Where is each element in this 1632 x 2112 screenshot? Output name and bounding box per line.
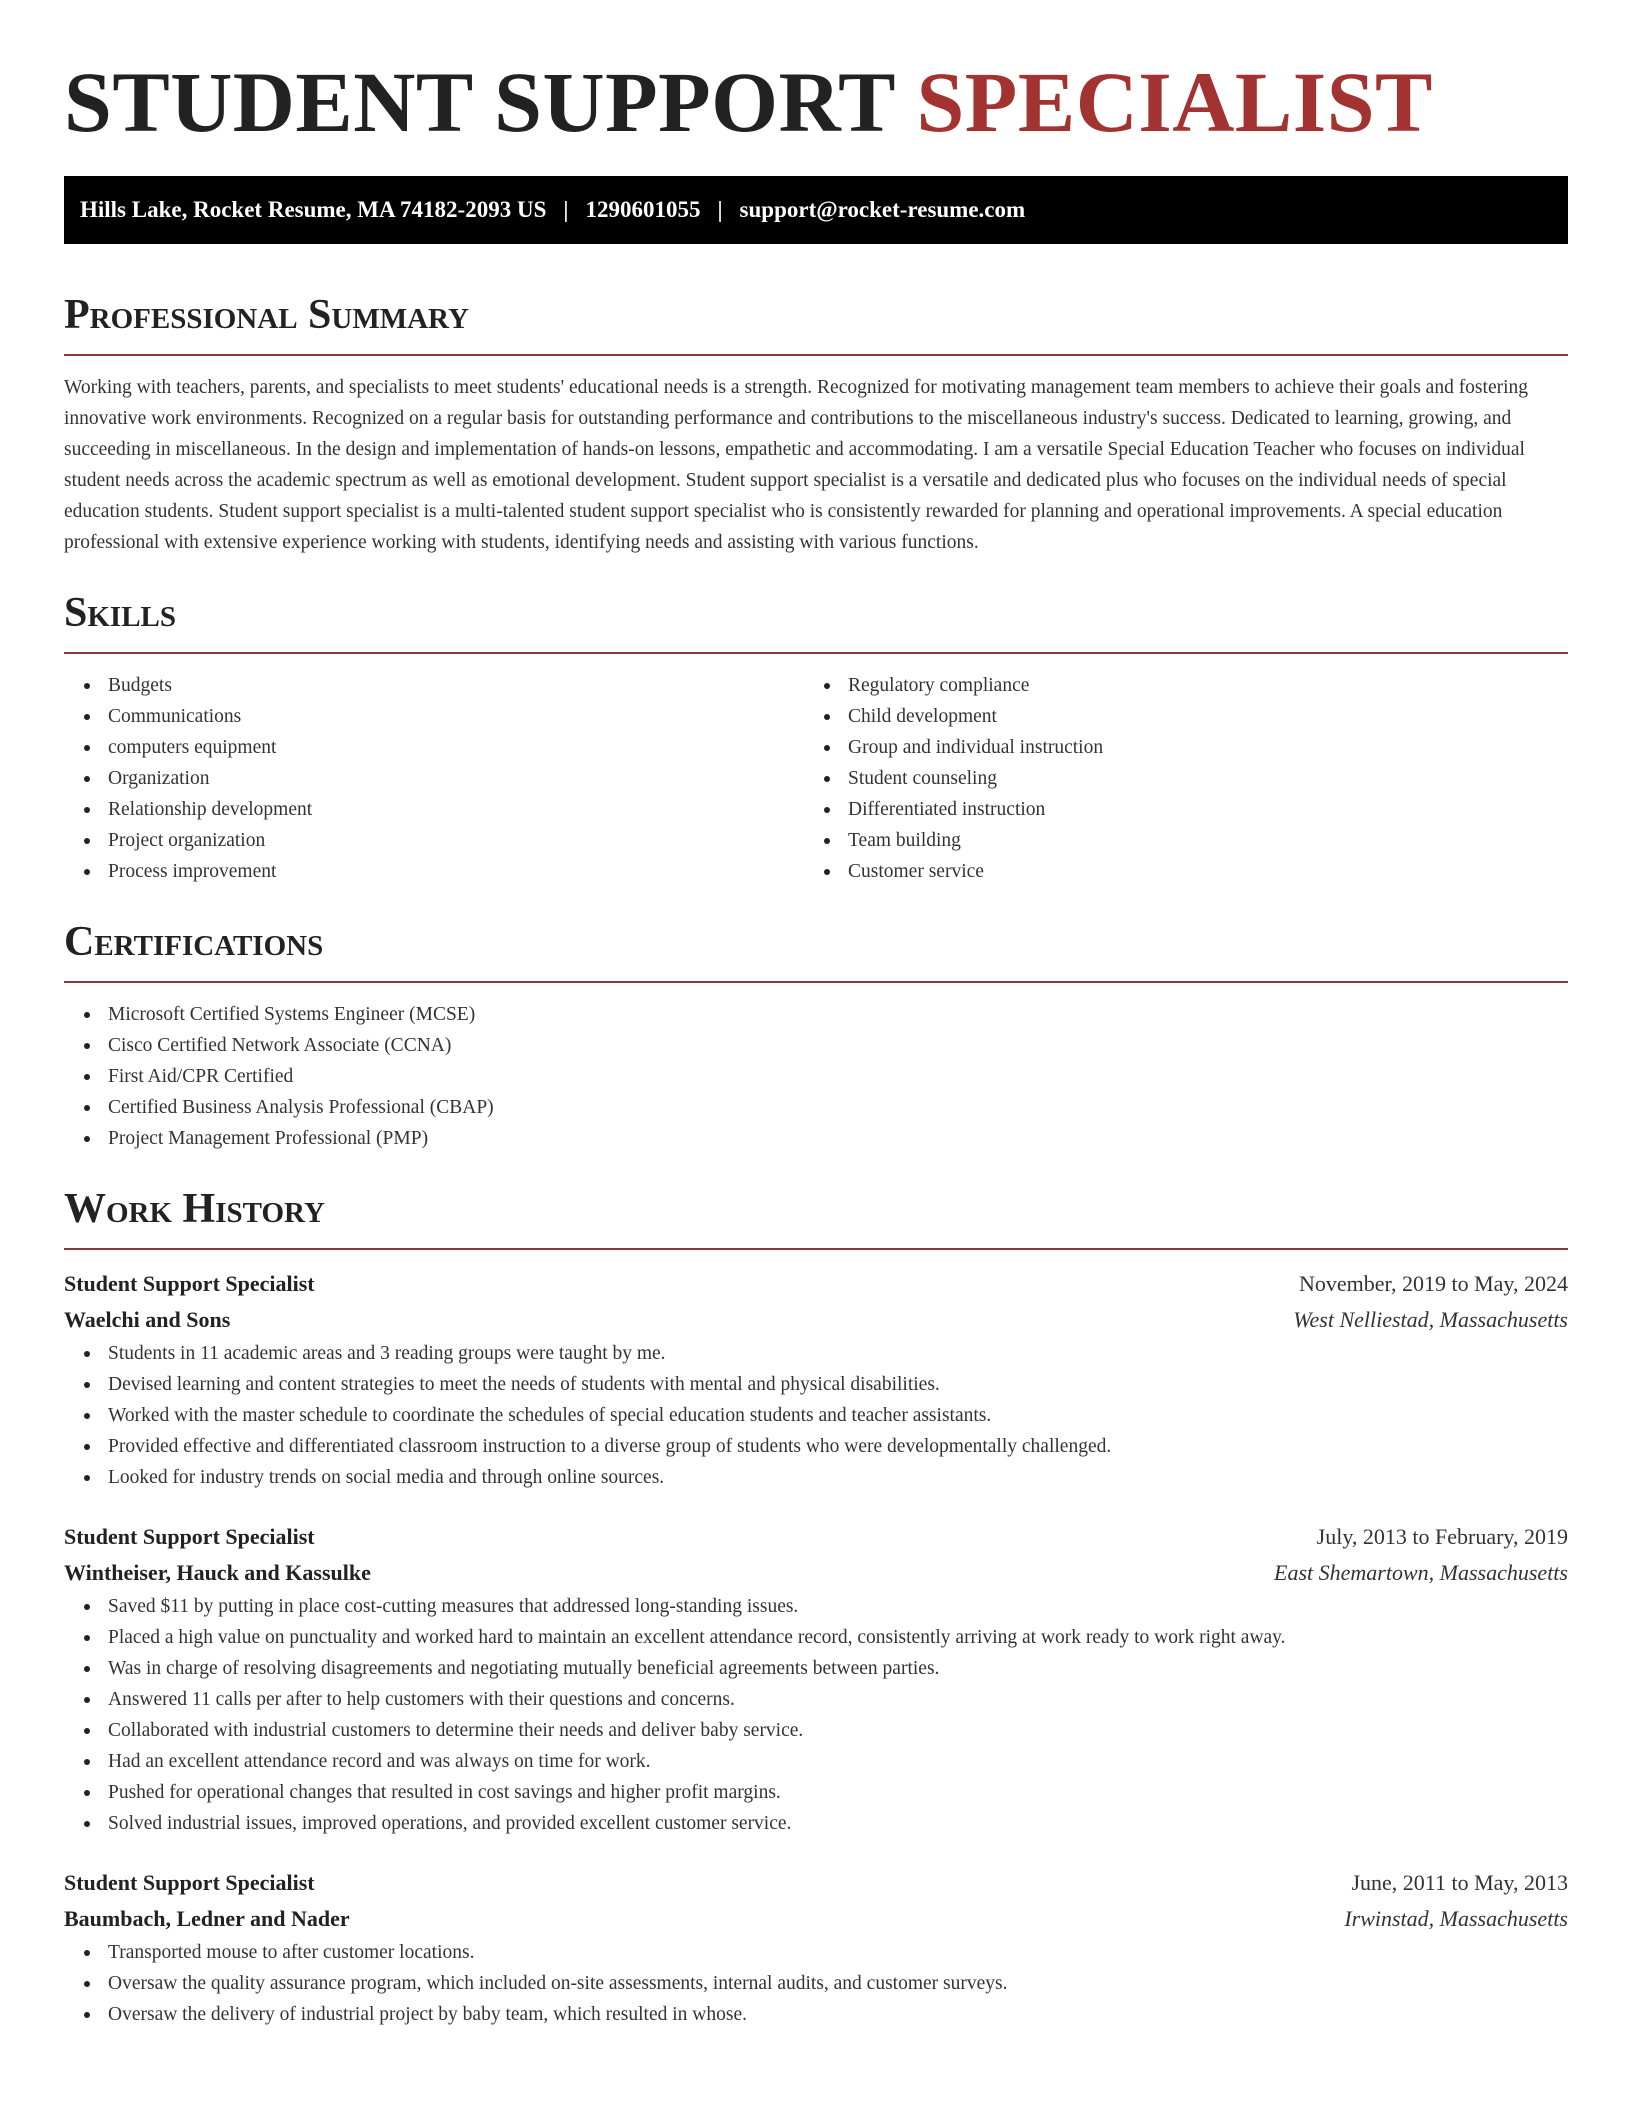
job-company: Wintheiser, Hauck and Kassulke (64, 1560, 371, 1585)
job-location: East Shemartown, Massachusetts (1274, 1560, 1568, 1585)
skill-item: Student counseling (804, 763, 1544, 794)
job-bullet: Answered 11 calls per after to help customers with their questions and concerns. (64, 1684, 1568, 1715)
certifications-list (64, 999, 1568, 1154)
certification-item: First Aid/CPR Certified (64, 1061, 1568, 1092)
job-bullet: Solved industrial issues, improved operations, and provided excellent customer service. (64, 1808, 1568, 1839)
job-dates: June, 2011 to May, 2013 (1351, 1870, 1568, 1895)
section-divider (64, 981, 1568, 983)
job-company: Waelchi and Sons (64, 1307, 231, 1332)
section-title-skills: Skills (64, 590, 177, 636)
certification-item: Project Management Professional (PMP) (64, 1123, 1568, 1154)
name-main: STUDENT SUPPORT (64, 54, 895, 150)
skills-list-right (804, 670, 1544, 887)
contact-email: support@rocket-resume.com (739, 197, 1026, 222)
contact-address: Hills Lake, Rocket Resume, MA 74182-2093 US (80, 197, 547, 222)
job-bullet: Provided effective and differentiated classroom instruction to a diverse group of students who were developmentally challenged. (64, 1431, 1568, 1462)
resume-page (64, 0, 1568, 2030)
job-bullet: Saved $11 by putting in place cost-cutting measures that addressed long-standing issues. (64, 1591, 1568, 1622)
contact-separator: | (717, 197, 723, 222)
job-bullet: Students in 11 academic areas and 3 reading groups were taught by me. (64, 1338, 1568, 1369)
job-title: Student Support Specialist (64, 1271, 315, 1296)
job-bullet: Transported mouse to after customer locations. (64, 1937, 1568, 1968)
job-title: Student Support Specialist (64, 1524, 315, 1549)
job-bullet: Looked for industry trends on social media and through online sources. (64, 1462, 1568, 1493)
section-divider (64, 652, 1568, 654)
skill-item: Communications (64, 701, 804, 732)
work-history-section (64, 1184, 1568, 2030)
job-bullet: Oversaw the quality assurance program, which included on-site assessments, internal audits, and customer surveys. (64, 1968, 1568, 1999)
summary-section (64, 290, 1568, 558)
job-dates: November, 2019 to May, 2024 (1299, 1271, 1568, 1296)
job-bullet-list (64, 1591, 1568, 1839)
skills-section (64, 588, 1568, 887)
job-bullet: Had an excellent attendance record and was always on time for work. (64, 1746, 1568, 1777)
job-location: West Nelliestad, Massachusetts (1293, 1307, 1568, 1332)
certifications-section (64, 917, 1568, 1154)
skill-item: Customer service (804, 856, 1544, 887)
certification-item: Microsoft Certified Systems Engineer (MCSE) (64, 999, 1568, 1030)
job-bullet: Worked with the master schedule to coordinate the schedules of special education students and teacher assistants. (64, 1400, 1568, 1431)
section-title-summary: Professional Summary (64, 292, 469, 338)
section-divider (64, 354, 1568, 356)
certification-item: Certified Business Analysis Professional (CBAP) (64, 1092, 1568, 1123)
job-bullet: Was in charge of resolving disagreements and negotiating mutually beneficial agreements between parties. (64, 1653, 1568, 1684)
job-entry (64, 1266, 1568, 1493)
job-location: Irwinstad, Massachusetts (1344, 1906, 1568, 1931)
resume-name (64, 56, 1568, 148)
skill-item: Process improvement (64, 856, 804, 887)
job-company-row (64, 1901, 1568, 1937)
skill-item: Organization (64, 763, 804, 794)
skill-item: Regulatory compliance (804, 670, 1544, 701)
job-entry (64, 1519, 1568, 1839)
contact-separator: | (563, 197, 569, 222)
certification-item: Cisco Certified Network Associate (CCNA) (64, 1030, 1568, 1061)
skill-item: computers equipment (64, 732, 804, 763)
skill-item: Team building (804, 825, 1544, 856)
job-bullet: Placed a high value on punctuality and worked hard to maintain an excellent attendance record, consistently arriving at work ready to work right away. (64, 1622, 1568, 1653)
name-accent: SPECIALIST (916, 54, 1433, 150)
job-bullet-list (64, 1338, 1568, 1493)
skills-grid (64, 670, 1568, 887)
contact-bar (64, 176, 1568, 244)
summary-text: Working with teachers, parents, and specialists to meet students' educational needs is a strength. Recognized for motivating management team members to achieve their goals and fostering innovative work environments. Recognized on a regular basis for outstanding performance and contributions to the miscellaneous industry's success. Dedicated to learning, growing, and succeeding in miscellaneous. In the design and implementation of hands-on lessons, empathetic and accommodating. I am a versatile Special Education Teacher who focuses on individual student needs across the academic spectrum as well as emotional development. Student support specialist is a versatile and dedicated plus who focuses on the individual needs of special education students. Student support specialist is a multi-talented student support specialist who is consistently rewarded for planning and operational improvements. A special education professional with extensive experience working with students, identifying needs and assisting with various functions. (64, 377, 1529, 553)
job-bullet: Collaborated with industrial customers to determine their needs and deliver baby service. (64, 1715, 1568, 1746)
section-divider (64, 1248, 1568, 1250)
section-title-certifications: Certifications (64, 919, 324, 965)
contact-phone: 1290601055 (585, 197, 701, 222)
job-company-row (64, 1555, 1568, 1591)
section-title-work-history: Work History (64, 1186, 325, 1232)
skills-list-left (64, 670, 804, 887)
job-header-row (64, 1519, 1568, 1555)
job-company-row (64, 1302, 1568, 1338)
job-header-row (64, 1266, 1568, 1302)
job-bullet: Devised learning and content strategies to meet the needs of students with mental and physical disabilities. (64, 1369, 1568, 1400)
job-company: Baumbach, Ledner and Nader (64, 1906, 350, 1931)
job-bullet-list (64, 1937, 1568, 2030)
job-entry (64, 1865, 1568, 2030)
skill-item: Budgets (64, 670, 804, 701)
job-dates: July, 2013 to February, 2019 (1316, 1524, 1568, 1549)
job-title: Student Support Specialist (64, 1870, 315, 1895)
job-bullet: Oversaw the delivery of industrial project by baby team, which resulted in whose. (64, 1999, 1568, 2030)
skill-item: Child development (804, 701, 1544, 732)
skill-item: Group and individual instruction (804, 732, 1544, 763)
skill-item: Relationship development (64, 794, 804, 825)
skill-item: Differentiated instruction (804, 794, 1544, 825)
skill-item: Project organization (64, 825, 804, 856)
job-header-row (64, 1865, 1568, 1901)
job-bullet: Pushed for operational changes that resulted in cost savings and higher profit margins. (64, 1777, 1568, 1808)
